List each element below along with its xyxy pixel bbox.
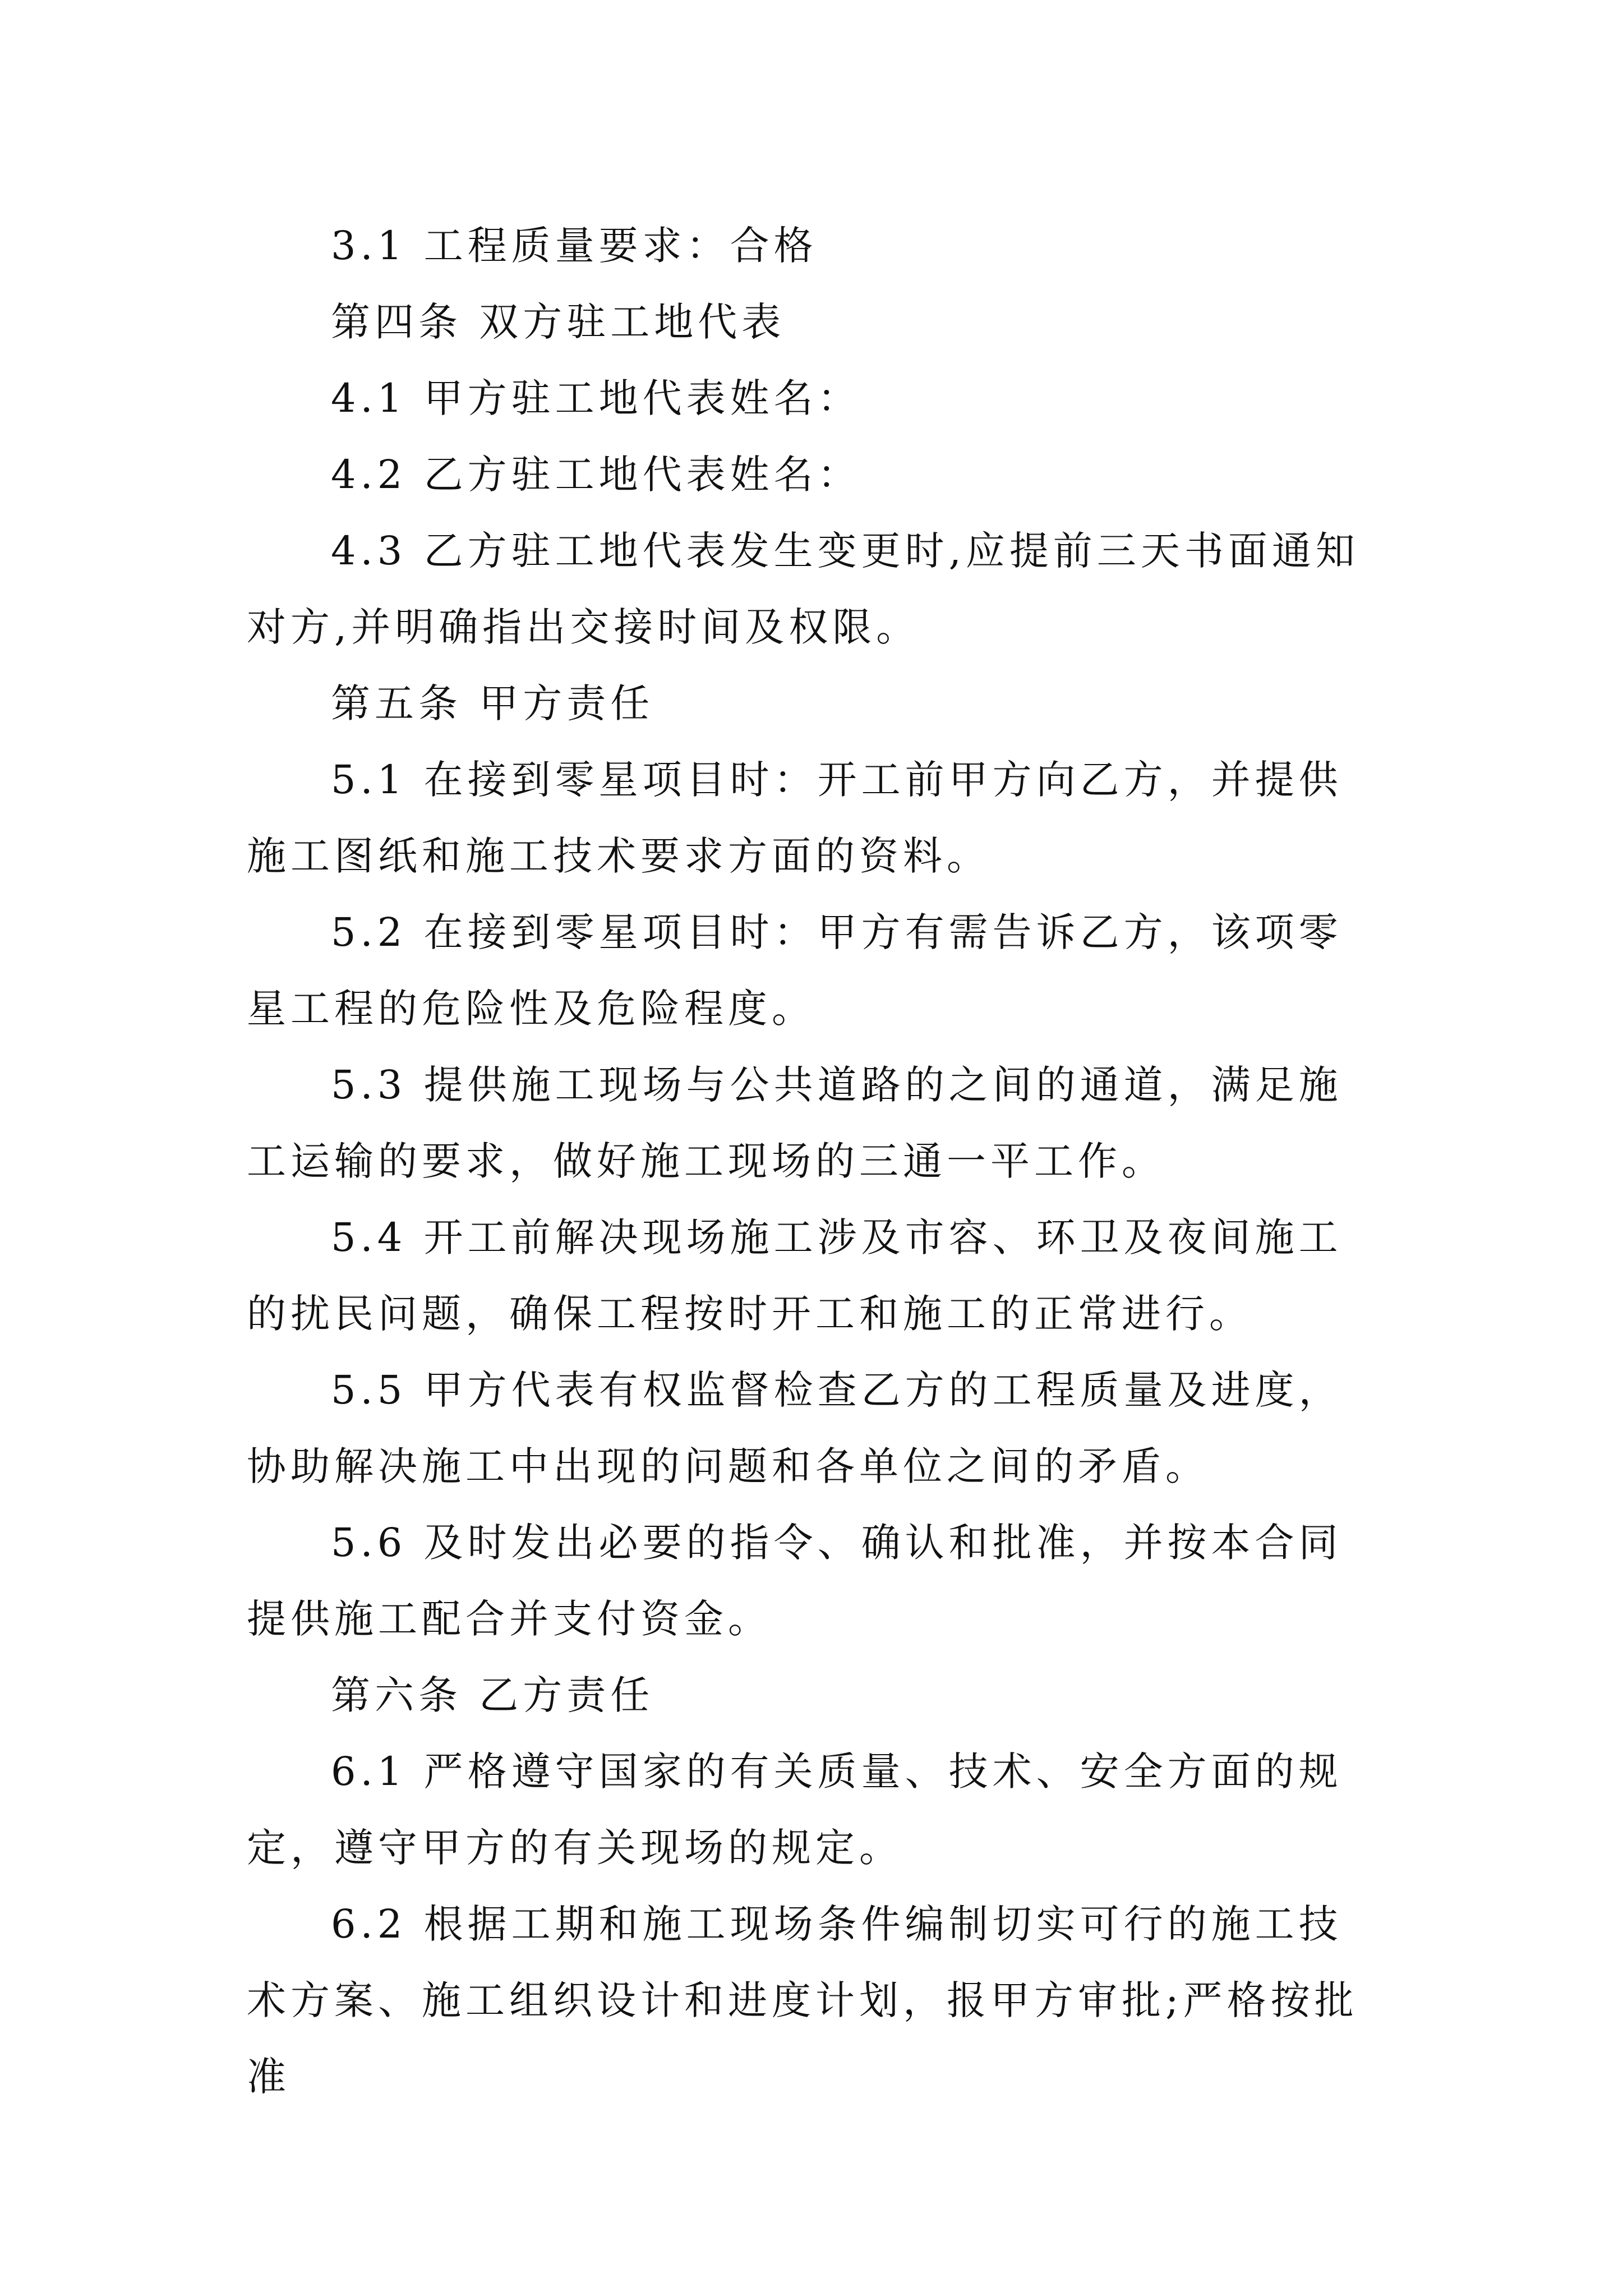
article-6-heading: 第六条 乙方责任 bbox=[331, 1672, 654, 1718]
article-5-heading: 第五条 甲方责任 bbox=[331, 680, 654, 726]
document-body bbox=[247, 208, 1380, 2115]
clause-5-2: 5.2 在接到零星项目时：甲方有需告诉乙方，该项零星工程的危险性及危险程度。 bbox=[247, 909, 1343, 1032]
clause-5-6: 5.6 及时发出必要的指令、确认和批准，并按本合同提供施工配合并支付资金。 bbox=[247, 1520, 1343, 1642]
clause-5-4: 5.4 开工前解决现场施工涉及市容、环卫及夜间施工的扰民问题，确保工程按时开工和施工的正常进行。 bbox=[247, 1214, 1343, 1337]
clause-5-3: 5.3 提供施工现场与公共道路的之间的通道，满足施工运输的要求，做好施工现场的三通一平工作。 bbox=[247, 1062, 1343, 1184]
clause-6-2: 6.2 根据工期和施工现场条件编制切实可行的施工技术方案、施工组织设计和进度计划，报甲方审批;严格按批准 bbox=[247, 1901, 1358, 2100]
clause-4-1: 4.1 甲方驻工地代表姓名： bbox=[331, 375, 861, 421]
clause-3-1: 3.1 工程质量要求：合格 bbox=[331, 223, 818, 269]
clause-6-1: 6.1 严格遵守国家的有关质量、技术、安全方面的规定，遵守甲方的有关现场的规定。 bbox=[247, 1749, 1343, 1871]
clause-4-2: 4.2 乙方驻工地代表姓名： bbox=[331, 452, 861, 498]
clause-5-1: 5.1 在接到零星项目时：开工前甲方向乙方，并提供施工图纸和施工技术要求方面的资料。 bbox=[247, 757, 1343, 879]
article-4-heading: 第四条 双方驻工地代表 bbox=[331, 299, 786, 345]
clause-5-5: 5.5 甲方代表有权监督检查乙方的工程质量及进度，协助解决施工中出现的问题和各单位之间的矛盾。 bbox=[247, 1367, 1343, 1489]
clause-4-3: 4.3 乙方驻工地代表发生变更时,应提前三天书面通知对方,并明确指出交接时间及权限。 bbox=[247, 528, 1359, 650]
